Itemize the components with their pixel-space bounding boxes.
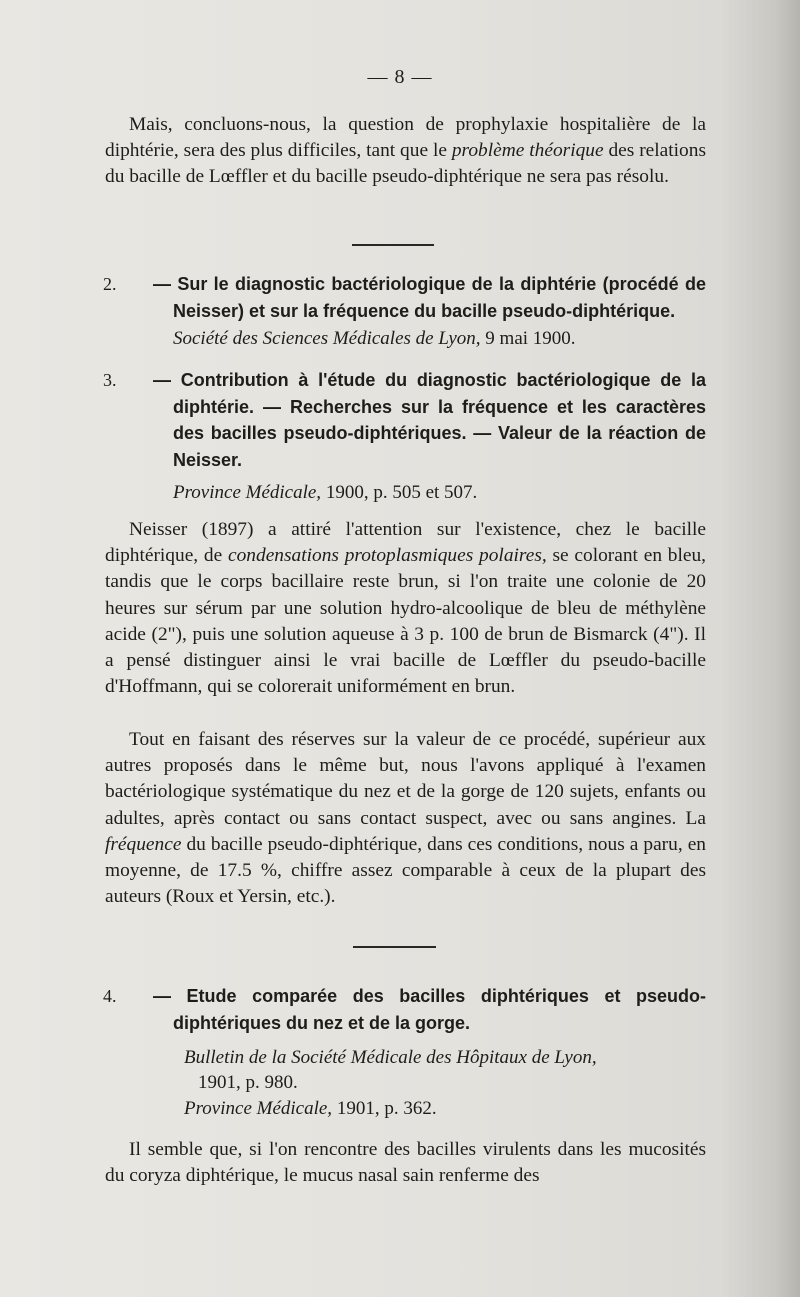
para1-emphasis: condensations protoplasmiques polaires, — [228, 545, 547, 567]
section-divider-2 — [353, 946, 436, 948]
para1-text-end: se colorant en bleu, tandis que le corps bacillaire reste brun, si l'on traite une colonie de 20 heures sur sérum par une solution hydro-alcoolique de bleu de méthylène acide (2"), puis une solution aqueuse à 3 p. 100 de brun de Bismarck (4"). Il a pensé distinguer ainsi le vrai bacille de Lœffler du pseudo-bacille d'Hoffmann, qui se colorerait uniformément en brun. — [105, 545, 707, 698]
entry-4-citation-2 — [184, 1096, 437, 1121]
entry-3-citation — [173, 480, 477, 505]
body-paragraph-2 — [105, 727, 706, 910]
body-paragraph-1 — [105, 517, 706, 700]
intro-text: Mais, concluons-nous, la question de prophylaxie hospitalière de la diphtérie, sera des plus difficiles, tant que le — [105, 114, 706, 162]
entry-4-number: 4. — [103, 986, 117, 1006]
entry-3-pages: 1900, p. 505 et 507. — [321, 482, 478, 503]
entry-4-pages-1: 1901, p. 980. — [198, 1072, 298, 1093]
entry-2 — [105, 271, 706, 324]
page-number: — 8 — — [367, 66, 433, 88]
intro-text-end: des relations du bacille de Lœffler et du bacille pseudo-diphtérique ne sera pas résolu. — [105, 140, 706, 188]
para2-text: Tout en faisant des réserves sur la valeur de ce procédé, supérieur aux autres proposés dans le même but, nous l'avons appliqué à l'examen bactériologique systématique du nez et de la gorge de 120 sujets, enfants ou adultes, après contact ou sans contact suspect, avec ou sans angines. La — [105, 729, 706, 829]
para2-text-end: du bacille pseudo-diphtérique, dans ces conditions, nous a paru, en moyenne, de 17.5 %, chiffre assez comparable à ceux de la plupart des auteurs (Roux et Yersin, etc.). — [105, 833, 706, 908]
para2-emphasis: fréquence — [105, 833, 182, 855]
entry-2-title: — Sur le diagnostic bactériologique de la diphtérie (procédé de Neisser) et sur la fréquence du bacille pseudo-diphtérique. — [153, 274, 706, 321]
entry-4-source-1: Bulletin de la Société Médicale des Hôpitaux de Lyon, — [184, 1047, 597, 1068]
intro-paragraph — [105, 112, 706, 191]
intro-emphasis: problème théorique — [451, 140, 604, 162]
entry-3-source: Province Médicale, — [173, 482, 322, 503]
entry-2-source: Société des Sciences Médicales de Lyon, — [173, 328, 481, 349]
body-paragraph-3: Il semble que, si l'on rencontre des bacilles virulents dans les mucosités du coryza diphtérique, le mucus nasal sain renferme des — [105, 1139, 706, 1187]
entry-2-number: 2. — [103, 274, 117, 294]
entry-2-date: 9 mai 1900. — [480, 328, 576, 349]
section-divider — [352, 244, 434, 246]
entry-4-title: — Etude comparée des bacilles diphtériques et pseudo-diphtériques du nez et de la gorge. — [153, 986, 706, 1033]
entry-2-citation — [173, 326, 576, 351]
entry-4-citation-1 — [184, 1045, 706, 1070]
entry-3-title: — Contribution à l'étude du diagnostic bactériologique de la diphtérie. — Recherches sur la fréquence et les caractères des bacilles pseudo-diphtériques. — Valeur de la réaction de Neisser. — [153, 370, 706, 470]
entry-4 — [105, 983, 706, 1036]
entry-3 — [105, 367, 706, 473]
entry-4-source-2: Province Médicale, — [184, 1098, 333, 1119]
entry-3-number: 3. — [103, 370, 117, 390]
para1-text: Neisser (1897) a attiré l'attention sur l'existence, chez le bacille diphtérique, de — [105, 519, 706, 567]
entry-4-pages-2: 1901, p. 362. — [332, 1098, 437, 1119]
